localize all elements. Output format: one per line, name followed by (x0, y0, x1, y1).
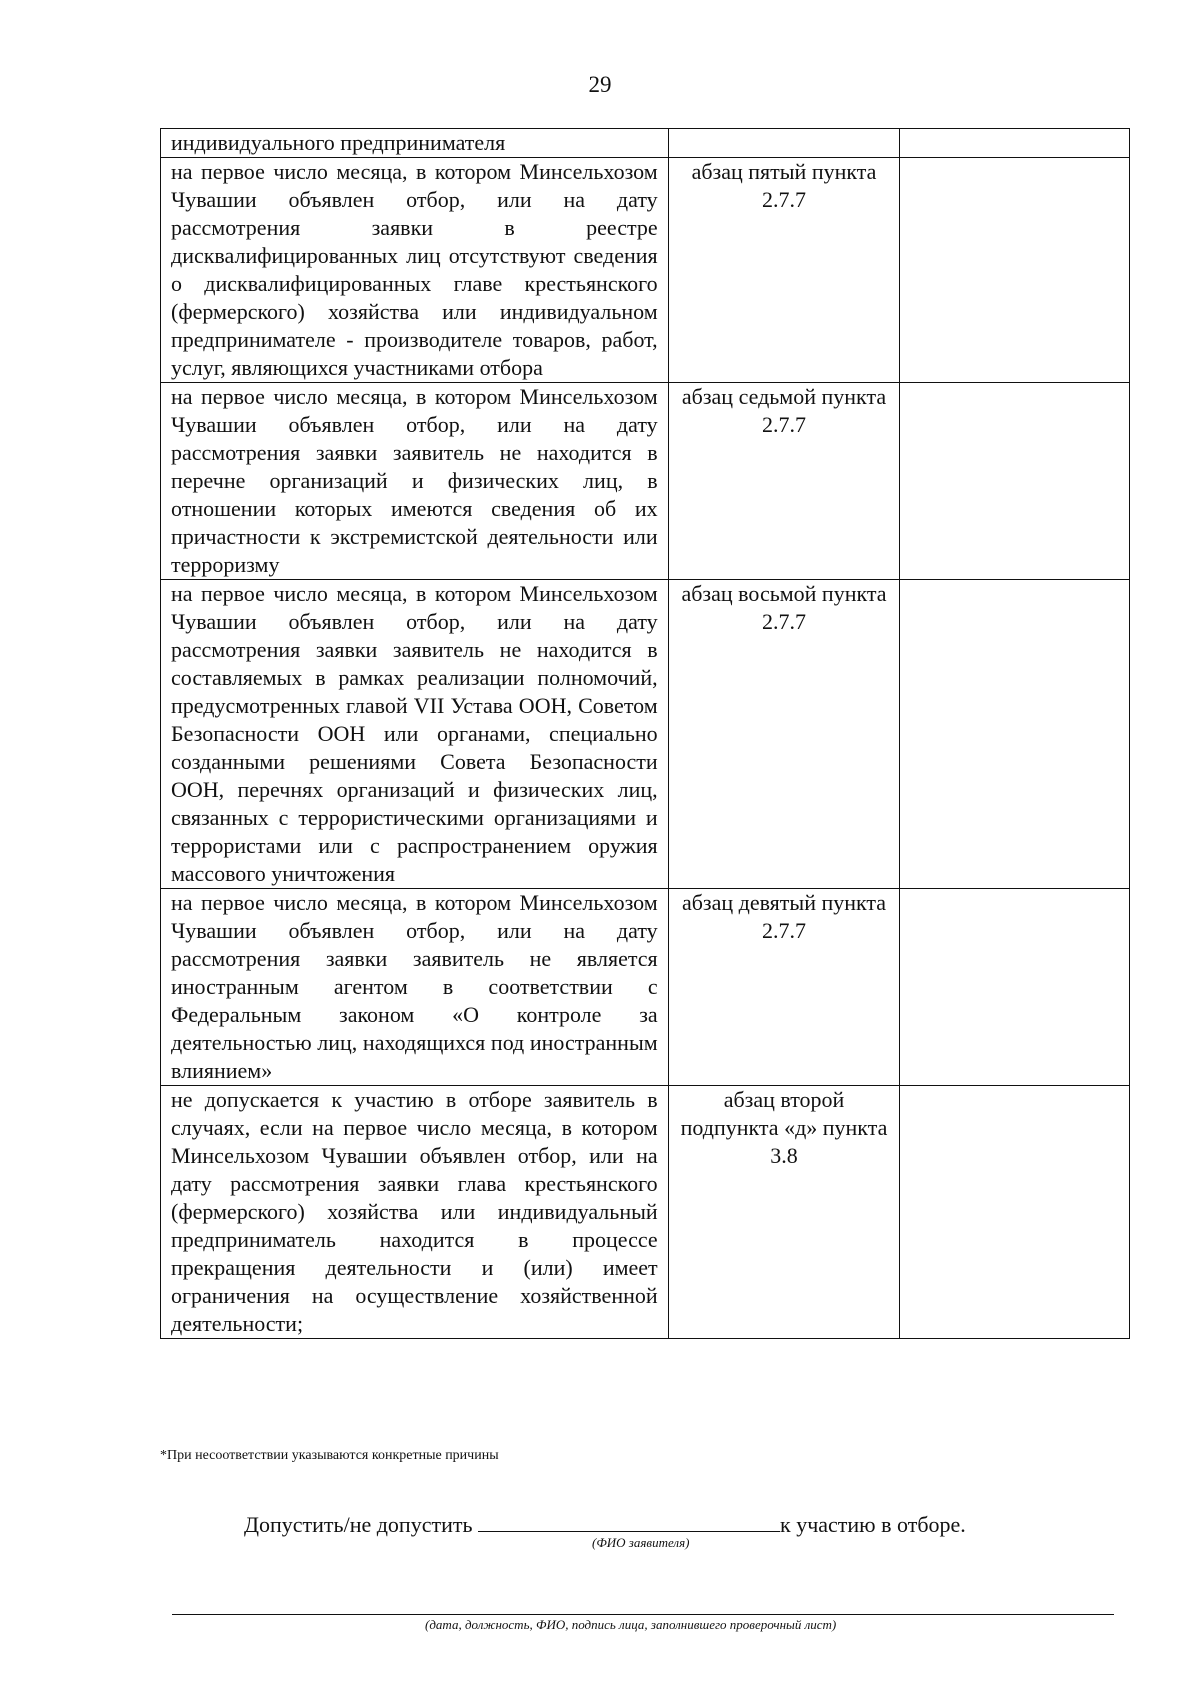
page-number: 29 (588, 72, 612, 97)
admit-prefix: Допустить/не допустить (244, 1512, 473, 1537)
requirement-cell: на первое число месяца, в котором Минсельхозом Чувашии объявлен отбор, или на дату рассмотрения заявки заявитель не является иностранным агентом в соответствии с Федеральным законом «О контроле за деятельностью лиц, находящихся под иностранным влиянием» (161, 889, 669, 1086)
table-row (161, 158, 1130, 383)
result-cell[interactable] (900, 1086, 1130, 1339)
signature-caption: (дата, должность, ФИО, подпись лица, заполнившего проверочный лист) (425, 1617, 837, 1632)
table-row (161, 129, 1130, 158)
requirement-cell: на первое число месяца, в котором Минсельхозом Чувашии объявлен отбор, или на дату рассмотрения заявки в реестре дисквалифицированных лиц отсутствуют сведения о дисквалифицированных главе крестьянского (фермерского) хозяйства или индивидуальном предпринимателе - производителе товаров, работ, услуг, являющихся участниками отбора (161, 158, 669, 383)
requirement-cell: на первое число месяца, в котором Минсельхозом Чувашии объявлен отбор, или на дату рассмотрения заявки заявитель не находится в составляемых в рамках реализации полномочий, предусмотренных главой VII Устава ООН, Советом Безопасности ООН или органами, специально созданными решениями Совета Безопасности ООН, перечнях организаций и физических лиц, связанных с террористическими организациями и террористами или с распространением оружия массового уничтожения (161, 580, 669, 889)
result-cell[interactable] (900, 158, 1130, 383)
requirement-cell: на первое число месяца, в котором Минсельхозом Чувашии объявлен отбор, или на дату рассмотрения заявки заявитель не находится в перечне организаций и физических лиц, в отношении которых имеются сведения об их причастности к экстремистской деятельности или терроризму (161, 383, 669, 580)
applicant-name-blank[interactable] (478, 1509, 780, 1532)
result-cell[interactable] (900, 889, 1130, 1086)
reference-cell: абзац второй подпункта «д» пункта 3.8 (668, 1086, 900, 1339)
table-row (161, 1086, 1130, 1339)
footnote: *При несоответствии указываются конкретные причины (160, 1448, 499, 1463)
applicant-name-caption: (ФИО заявителя) (592, 1535, 690, 1550)
checklist-table-body (161, 129, 1130, 1339)
requirement-cell: индивидуального предпринимателя (161, 129, 669, 158)
table-row (161, 580, 1130, 889)
result-cell[interactable] (900, 383, 1130, 580)
table-row (161, 383, 1130, 580)
reference-cell: абзац девятый пункта 2.7.7 (668, 889, 900, 1086)
result-cell[interactable] (900, 580, 1130, 889)
reference-cell: абзац восьмой пункта 2.7.7 (668, 580, 900, 889)
table-row (161, 889, 1130, 1086)
reference-cell (668, 129, 900, 158)
reference-cell: абзац пятый пункта 2.7.7 (668, 158, 900, 383)
checklist-table (160, 128, 1130, 1339)
admit-decision-line (244, 1509, 966, 1538)
reference-cell: абзац седьмой пункта 2.7.7 (668, 383, 900, 580)
signature-line[interactable] (172, 1614, 1114, 1615)
result-cell[interactable] (900, 129, 1130, 158)
requirement-cell: не допускается к участию в отборе заявитель в случаях, если на первое число месяца, в котором Минсельхозом Чувашии объявлен отбор, или на дату рассмотрения заявки глава крестьянского (фермерского) хозяйства или индивидуальный предприниматель находится в процессе прекращения деятельности и (или) имеет ограничения на осуществление хозяйственной деятельности; (161, 1086, 669, 1339)
admit-suffix: к участию в отборе. (780, 1512, 966, 1537)
